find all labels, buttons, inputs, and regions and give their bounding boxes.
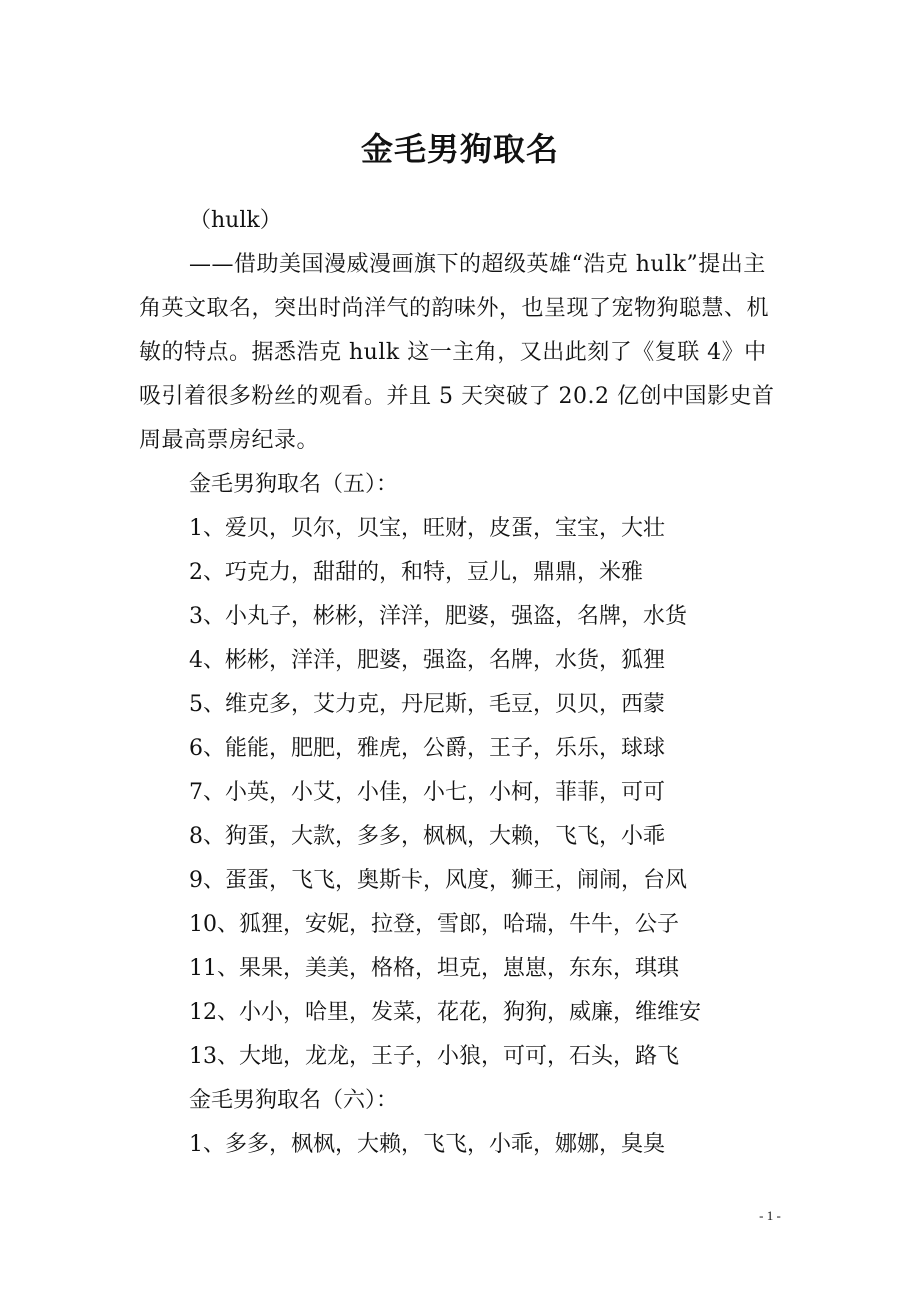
subtitle: （hulk） [189,208,282,233]
list-item: 3、小丸子，彬彬，洋洋，肥婆，强盗，名牌，水货 [189,604,687,629]
list-item: 1、多多，枫枫，大赖，飞飞，小乖，娜娜，臭臭 [189,1132,665,1157]
list-item: 11、果果，美美，格格，坦克，崽崽，东东，琪琪 [189,956,679,981]
list-item: 9、蛋蛋，飞飞，奥斯卡，风度，狮王，闹闹，台风 [189,868,687,893]
intro-paragraph: ——借助美国漫威漫画旗下的超级英雄“浩克 hulk”提出主角英文取名，突出时尚洋气的韵味外，也呈现了宠物狗聪慧、机敏的特点。据悉浩克 hulk 这一主角，又出此刻了《复联 4》中吸引着很多粉丝的观看。并且 5 天突破了 20.2 亿创中国影史首周最高票房纪录。 [139,252,775,453]
list-item: 2、巧克力，甜甜的，和特，豆儿，鼎鼎，米雅 [189,560,643,585]
list-item: 7、小英，小艾，小佳，小七，小柯，菲菲，可可 [189,780,665,805]
document-body [139,199,784,1167]
page-number: - 1 - [759,1208,781,1223]
list-item: 6、能能，肥肥，雅虎，公爵，王子，乐乐，球球 [189,736,665,761]
page-title: 金毛男狗取名 [360,130,559,168]
list-item: 12、小小，哈里，发菜，花花，狗狗，威廉，维维安 [189,1000,701,1025]
list-item: 1、爱贝，贝尔，贝宝，旺财，皮蛋，宝宝，大壮 [189,516,665,541]
list-item: 13、大地，龙龙，王子，小狼，可可，石头，路飞 [189,1044,679,1069]
list-item: 5、维克多，艾力克，丹尼斯，毛豆，贝贝，西蒙 [189,692,665,717]
section-heading-6: 金毛男狗取名（六）： [189,1088,399,1113]
list-item: 10、狐狸，安妮，拉登，雪郎，哈瑞，牛牛，公子 [189,912,679,937]
list-item: 8、狗蛋，大款，多多，枫枫，大赖，飞飞，小乖 [189,824,665,849]
section-heading-5: 金毛男狗取名（五）： [189,472,399,497]
list-item: 4、彬彬，洋洋，肥婆，强盗，名牌，水货，狐狸 [189,648,665,673]
